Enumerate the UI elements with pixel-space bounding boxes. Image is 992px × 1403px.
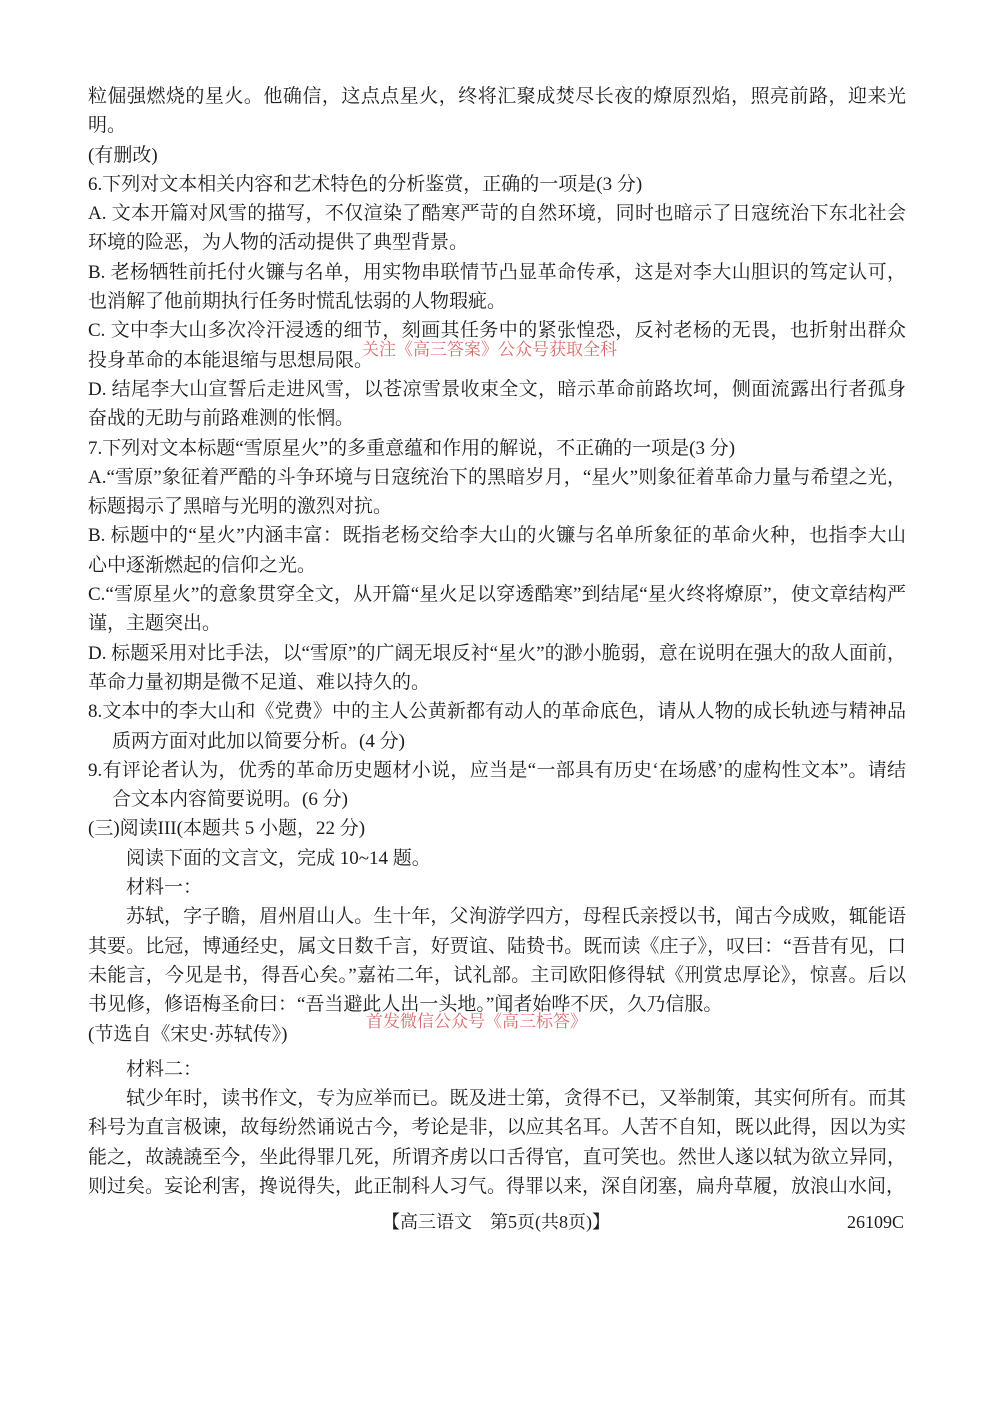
exam-paper-page [88,82,906,1201]
watermark-red-top: 关注《高三答案》公众号获取全科 [362,340,617,359]
story-continuation-line: 粒倔强燃烧的星火。他确信，这点点星火，终将汇聚成焚尽长夜的燎原烈焰，照亮前路，迎来光明。 [88,86,906,137]
section-3-heading: (三)阅读III(本题共 5 小题，22 分) [88,818,366,840]
question-6-option-d: D. 结尾李大山宣誓后走进风雪，以苍凉雪景收束全文，暗示革命前路坎坷，侧面流露出行者孤身奋战的无助与前路难测的怅惘。 [88,378,906,430]
question-6-option-b: B. 老杨牺牲前托付火镰与名单，用实物串联情节凸显革命传承，这是对李大山胆识的笃定认可，也消解了他前期执行任务时慌乱怯弱的人物瑕疵。 [88,261,906,313]
footer-title: 【高三语文 第5页(共8页)】 [382,1212,610,1232]
watermark-red-bottom: 首发微信公众号《高三标答》 [366,1012,587,1031]
question-9: 9.有评论者认为，优秀的革命历史题材小说，应当是“一部具有历史‘在场感’的虚构性文本”。请结合文本内容简要说明。(6 分) [88,759,906,811]
question-6-option-c: C. 文中李大山多次冷汗浸透的细节，刻画其任务中的紧张惶恐，反衬老杨的无畏，也折射出群众投身革命的本能退缩与思想局限。 [88,320,906,371]
question-7-option-d: D. 标题采用对比手法，以“雪原”的广阔无垠反衬“星火”的渺小脆弱，意在说明在强大的敌人面前，革命力量初期是微不足道、难以持久的。 [88,642,906,693]
reading-instruction: 阅读下面的文言文，完成 10~14 题。 [126,847,431,869]
page-footer [0,1210,992,1234]
question-7-option-c: C.“雪原星火”的意象贯穿全文，从开篇“星火足以穿透酷寒”到结尾“星火终将燎原”，使文章结构严谨，主题突出。 [88,584,906,635]
question-7-option-b: B. 标题中的“星火”内涵丰富：既指老杨交给李大山的火镰与名单所象征的革命火种，也指李大山心中逐渐燃起的信仰之光。 [88,525,906,576]
material-1-label: 材料一： [126,877,203,899]
deletion-note: (有删改) [88,144,158,166]
footer-page-code: 26109C [846,1212,904,1232]
question-7-option-a: A.“雪原”象征着严酷的斗争环境与日寇统治下的黑暗岁月，“星火”则象征着革命力量与希望之光，标题揭示了黑暗与光明的激烈对抗。 [88,466,906,518]
source-note: (节选自《宋史·苏轼传》) [88,1023,288,1045]
question-6-option-a: A. 文本开篇对风雪的描写，不仅渲染了酷寒严苛的自然环境，同时也暗示了日寇统治下东北社会环境的险恶，为人物的活动提供了典型背景。 [88,203,906,254]
question-8: 8.文本中的李大山和《党费》中的主人公黄新都有动人的革命底色，请从人物的成长轨迹与精神品质两方面对此加以简要分析。(4 分) [88,701,906,752]
material-2-text: 轼少年时，读书作文，专为应举而已。既及进士第，贪得不已，又举制策，其实何所有。而其科号为直言极谏，故每纷然诵说古今，考论是非，以应其名耳。人苦不自知，既以此得，因以为实能之，故譊譊至今，坐此得罪几死，所谓齐虏以口舌得官，直可笑也。然世人遂以轼为欲立异同，则过矣。妄论利害，搀说得失，此正制科人习气。得罪以来，深自闭塞，扁舟草履，放浪山水间， [88,1088,906,1197]
material-1-text: 苏轼，字子瞻，眉州眉山人。生十年，父洵游学四方，母程氏亲授以书，闻古今成败，辄能语其要。比冠，博通经史，属文日数千言，好贾谊、陆贽书。既而读《庄子》，叹曰：“吾昔有见，口未能言，今见是书，得吾心矣。”嘉祐二年，试礼部。主司欧阳修得轼《刑赏忠厚论》，惊喜。后以书见修，修语梅圣俞曰：“吾当避此人出一头地。”闻者始哗不厌，久乃信服。 [88,906,906,1016]
material-2-label: 材料二： [126,1058,203,1080]
question-7: 7.下列对文本标题“雪原星火”的多重意蕴和作用的解说，不正确的一项是(3 分) [88,437,736,459]
question-6: 6.下列对文本相关内容和艺术特色的分析鉴赏，正确的一项是(3 分) [88,173,643,195]
